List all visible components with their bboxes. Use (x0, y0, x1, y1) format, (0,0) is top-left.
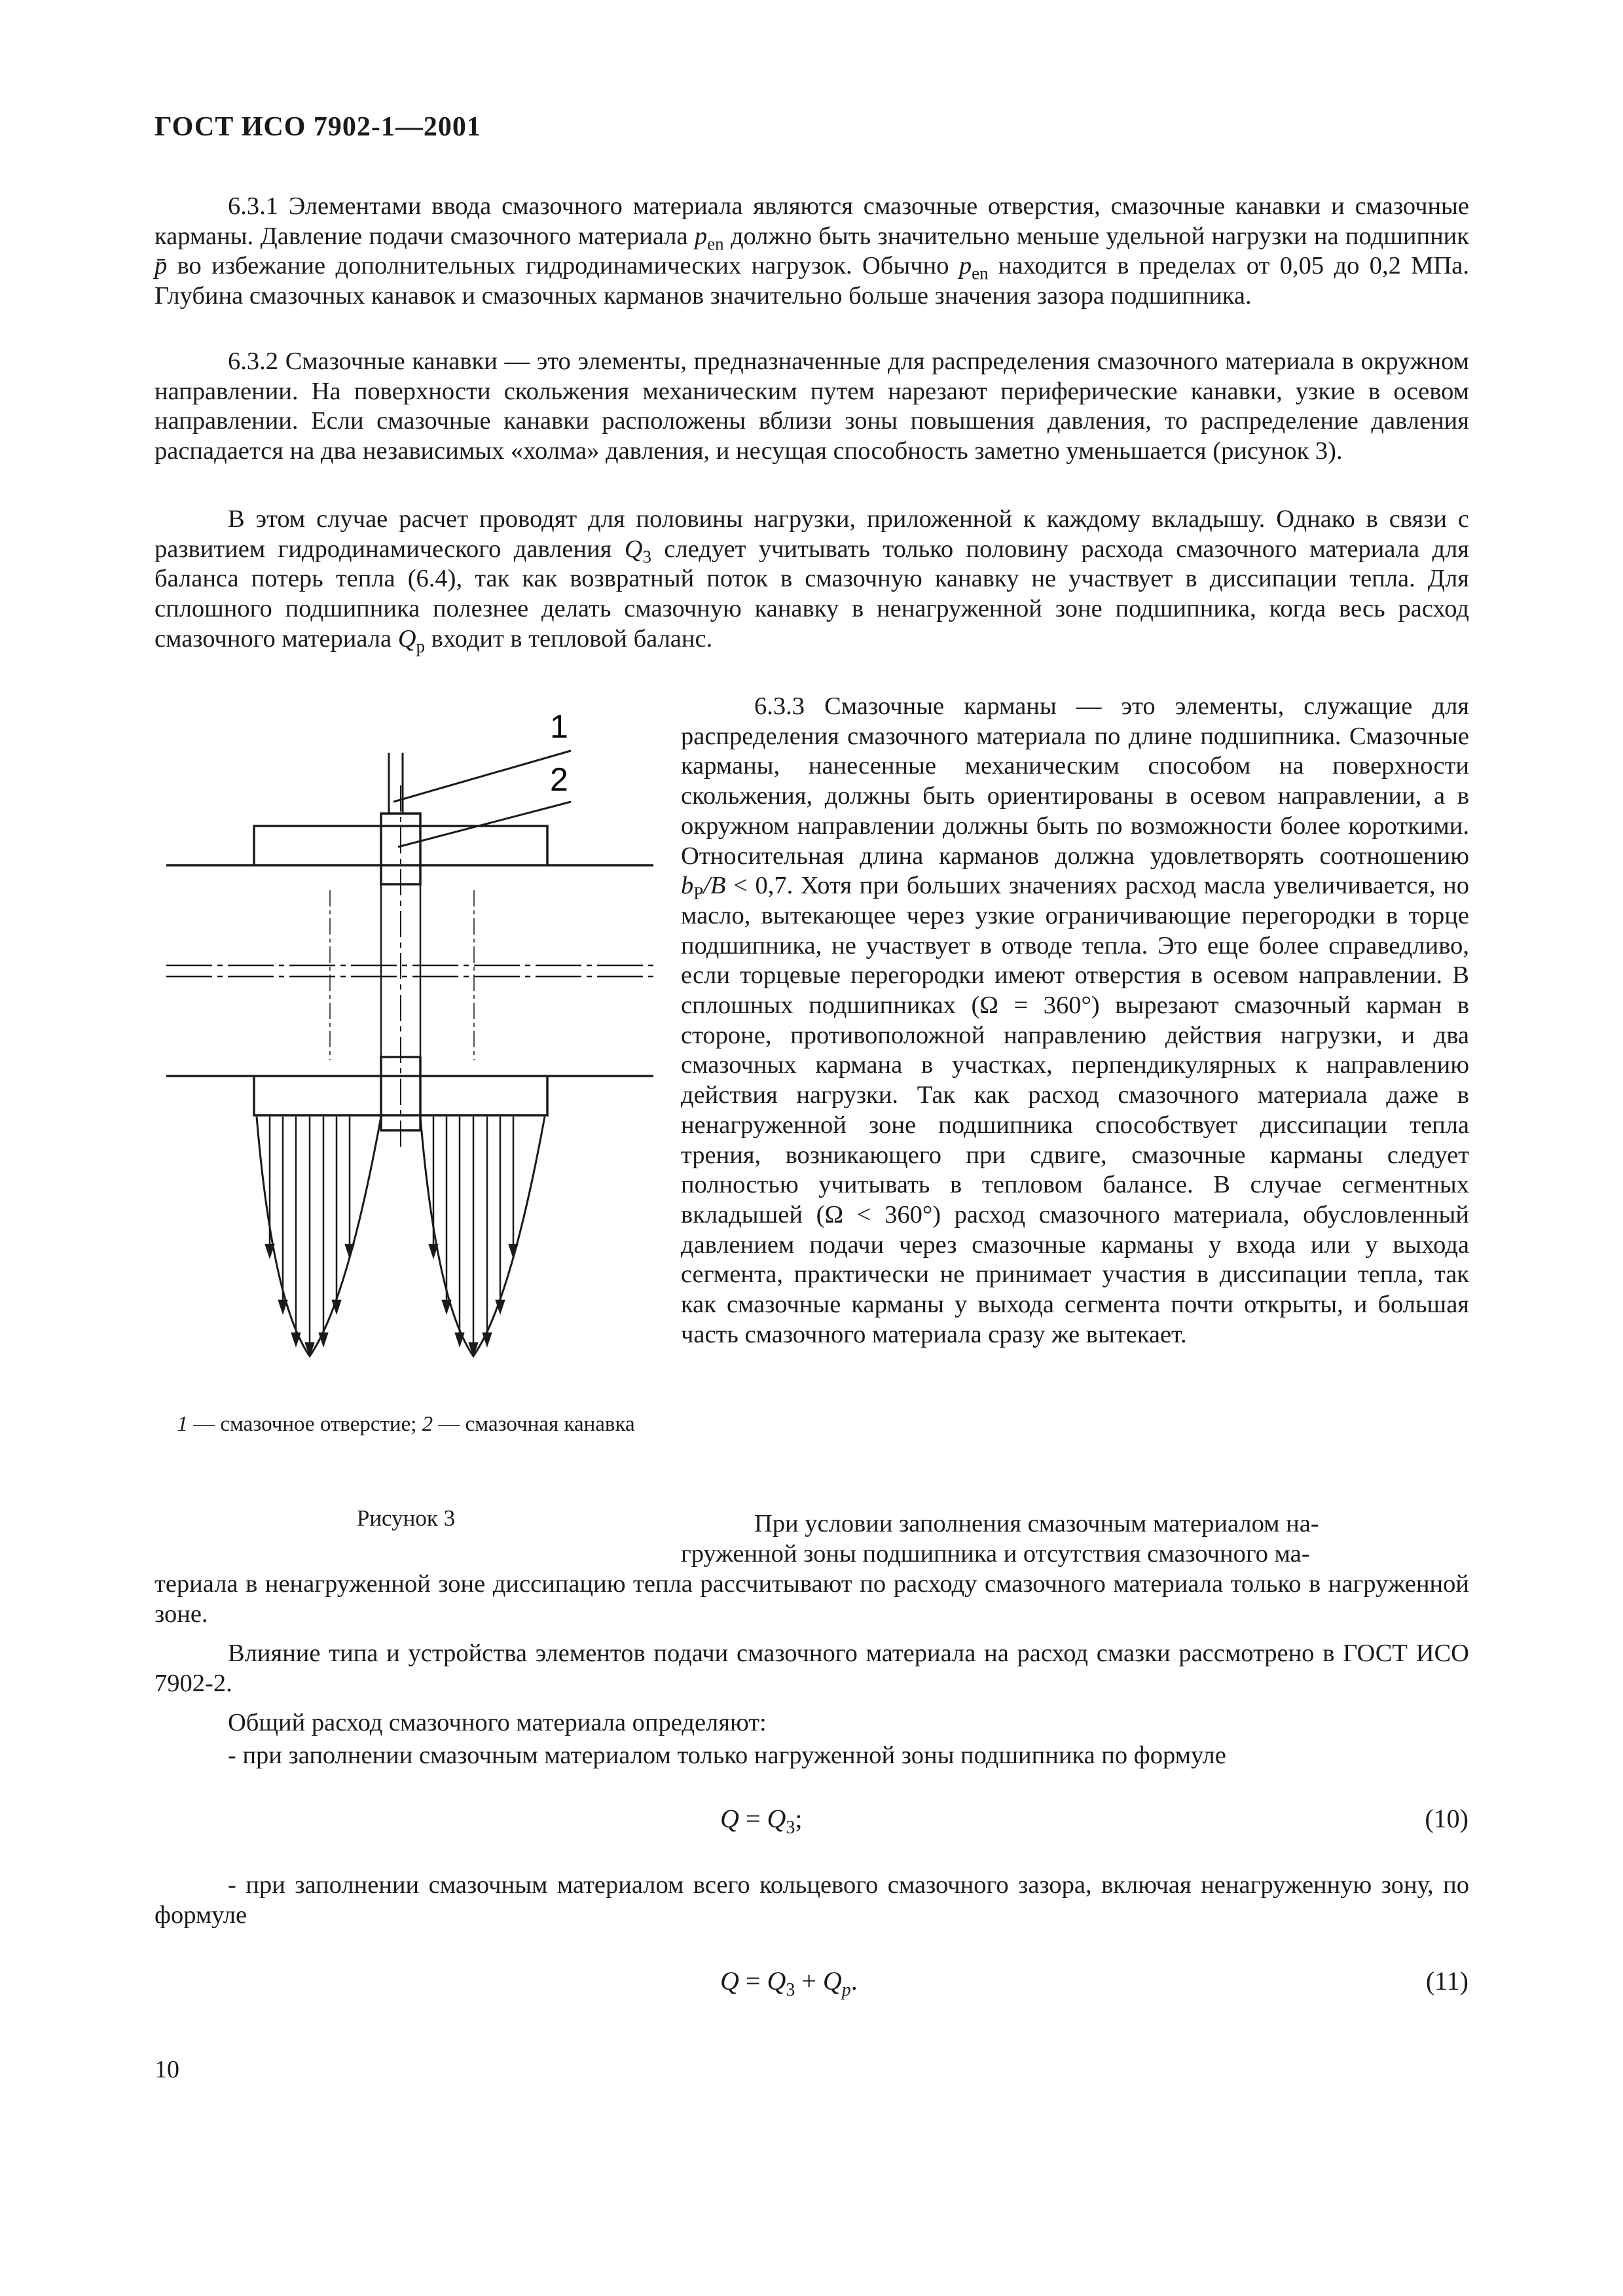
formula-10: $Q = Q_3$; (720, 1804, 803, 1838)
paragraph-total-flow: Общий расход смазочного материала определяют: (228, 1709, 767, 1736)
paragraph-influence: Влияние типа и устройства элементов подачи смазочного материала на расход смазки рассмотрено в ГОСТ ИСО 7902-2. (155, 1640, 1469, 1697)
equation-number-11: (11) (1425, 1966, 1468, 1996)
figure-3 (155, 694, 665, 1433)
paragraph-6-3-3: 6.3.3 Смазочные карманы — это элементы, служащие для распределения смазочного материала по длине подшипника. Смазочные карманы, нанесенные механическим способом на поверхности скольжения, должны быть ориентированы в осевом направлении, а в окружном направлении должны быть по возможности более короткими. Относительная длина карманов должна удовлетворять соотношению $b_P/B < 0,7$. Хотя при больших значениях расход масла увеличивается, но масло, вытекающее через узкие ограничивающие перегородки в торце подшипника, не участвует в отводе тепла. Это еще более справедливо, если торцевые перегородки имеют отверстия в осевом направлении. В сплошных подшипниках (Ω = 360°) вырезают смазочный карман в стороне, противоположной направлению действия нагрузки, и два смазочных кармана в участках, перпендикулярных к направлению действия нагрузки. Так как расход смазочного материала даже в ненагруженной зоне подшипника способствует диссипации тепла трения, возникающего при сдвиге, смазочные карманы следует полностью учитывать в тепловом балансе. В случае сегментных вкладышей (Ω < 360°) расход смазочного материала, обусловленный давлением подачи через смазочные карманы у входа или у выхода сегмента, практически не принимает участия в диссипации тепла, так как смазочные карманы у выхода сегмента почти открыты, и большая часть смазочного материала сразу же вытекает. (681, 692, 1469, 1348)
paragraph-6-3-2: 6.3.2 Смазочные канавки — это элементы, предназначенные для распределения смазочного материала в окружном направлении. На поверхности скольжения механическим путем нарезают периферические канавки, узкие в осевом направлении. Если смазочные канавки расположены вблизи зоны повышения давления, то распределение давления распадается на два независимых «холма» давления, и несущая способность заметно уменьшается (рисунок 3). (155, 348, 1469, 465)
list-item-full-gap: - при заполнении смазочным материалом всего кольцевого смазочного зазора, включая ненагруженную зону, по формуле (155, 1871, 1469, 1929)
paragraph-half-load: В этом случае расчет проводят для половины нагрузки, приложенной к каждому вкладышу. Однако в связи с развитием гидродинамического давления $Q_3$ следует учитывать только половину расхода смазочного материала для баланса потерь тепла (6.4), так как возвратный поток в смазочную канавку не участвует в диссипации тепла. Для сплошного подшипника полезнее делать смазочную канавку в ненагруженной зоне подшипника, когда весь расход смазочного материала $Q_p$ входит в тепловой баланс. (155, 505, 1470, 656)
page-number: 10 (155, 2056, 179, 2083)
paragraph-6-3-1: 6.3.1 Элементами ввода смазочного материала являются смазочные отверстия, смазочные канавки и смазочные карманы. Давление подачи смазочного материала $p_{en}$ должно быть значительно меньше удельной нагрузки на подшипник p̄ во избежание дополнительных гидродинамических нагрузок. Обычно $p_{en}$ находится в пределах от 0,05 до 0,2 МПа. Глубина смазочных канавок и смазочных карманов значительно больше значения зазора подшипника. (155, 192, 1469, 310)
figure-label-1: 1 (550, 708, 568, 745)
figure-caption: 1 — смазочное отверстие; 2 — смазочная канавка (177, 1412, 635, 1436)
figure-label-2: 2 (550, 761, 568, 798)
formula-11: $Q = Q_3 + Q_p$. (720, 1966, 858, 2000)
paragraph-filling-line-2: груженной зоны подшипника и отсутствия смазочного ма- (681, 1540, 1310, 1568)
paragraph-filling-line-1: При условии заполнения смазочным материалом на- (754, 1510, 1319, 1537)
figure-title: Рисунок 3 (356, 1505, 456, 1531)
document-header: ГОСТ ИСО 7902-1—2001 (155, 112, 481, 142)
paragraph-filling-rest: териала в ненагруженной зоне диссипацию тепла рассчитывают по расходу смазочного материала только в нагруженной зоне. (155, 1570, 1469, 1628)
list-item-loaded-zone: - при заполнении смазочным материалом только нагруженной зоны подшипника по формуле (228, 1742, 1226, 1769)
equation-number-10: (10) (1425, 1804, 1468, 1833)
